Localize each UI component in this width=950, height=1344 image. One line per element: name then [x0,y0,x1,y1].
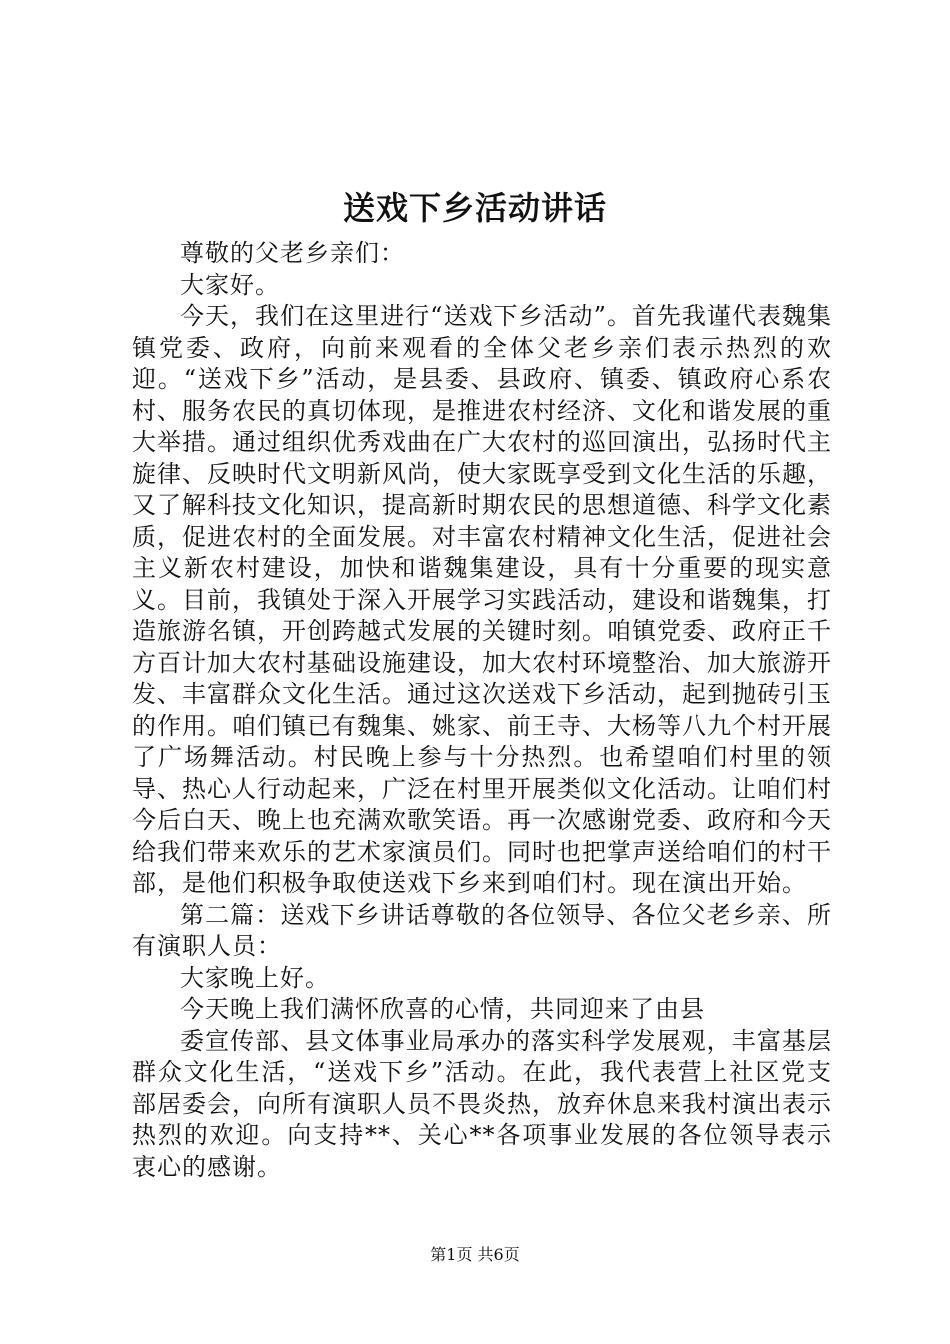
paragraph-main-speech: 今天，我们在这里进行“送戏下乡活动”。首先我谨代表魏集镇党委、政府，向前来观看的全体父老乡亲们表示热烈的欢迎。“送戏下乡”活动，是县委、县政府、镇委、镇政府心系农村、服务农民的真切体现，是推进农村经济、文化和谐发展的重大举措。通过组织优秀戏曲在广大农村的巡回演出，弘扬时代主旋律、反映时代文明新风尚，使大家既享受到文化生活的乐趣，又了解科技文化知识，提高新时期农民的思想道德、科学文化素质，促进农村的全面发展。对丰富农村精神文化生活，促进社会主义新农村建设，加快和谐魏集建设，具有十分重要的现实意义。目前，我镇处于深入开展学习实践活动，建设和谐魏集，打造旅游名镇，开创跨越式发展的关键时刻。咱镇党委、政府正千方百计加大农村基础设施建设，加大农村环境整治、加大旅游开发、丰富群众文化生活。通过这次送戏下乡活动，起到抛砖引玉的作用。咱们镇已有魏集、姚家、前王寺、大杨等八九个村开展了广场舞活动。村民晚上参与十分热烈。也希望咱们村里的领导、热心人行动起来，广泛在村里开展类似文化活动。让咱们村今后白天、晚上也充满欢歌笑语。再一次感谢党委、政府和今天给我们带来欢乐的艺术家演员们。同时也把掌声送给咱们的村干部，是他们积极争取使送戏下乡来到咱们村。现在演出开始。 [132,302,832,897]
paragraph-greeting: 大家好。 [180,270,280,299]
paragraph-evening-greeting: 大家晚上好。 [180,963,330,992]
paragraph-thanks: 委宣传部、县文体事业局承办的落实科学发展观，丰富基层群众文化生活，“送戏下乡”活动。在此，我代表营上社区党支部居委会，向所有演职人员不畏炎热，放弃休息来我村演出表示热烈的欢迎。向支持**、关心**各项事业发展的各位领导表示衷心的感谢。 [132,1026,832,1181]
page-number-footer: 第1页 共6页 [430,1245,520,1264]
document-title: 送戏下乡活动讲话 [342,189,607,227]
paragraph-second-part-heading: 第二篇：送戏下乡讲话尊敬的各位领导、各位父老乡亲、所有演职人员： [132,900,832,960]
paragraph-tonight: 今天晚上我们满怀欣喜的心情，共同迎来了由县 [180,995,705,1023]
paragraph-salutation: 尊敬的父老乡亲们： [180,239,405,267]
document-body [132,238,832,1183]
